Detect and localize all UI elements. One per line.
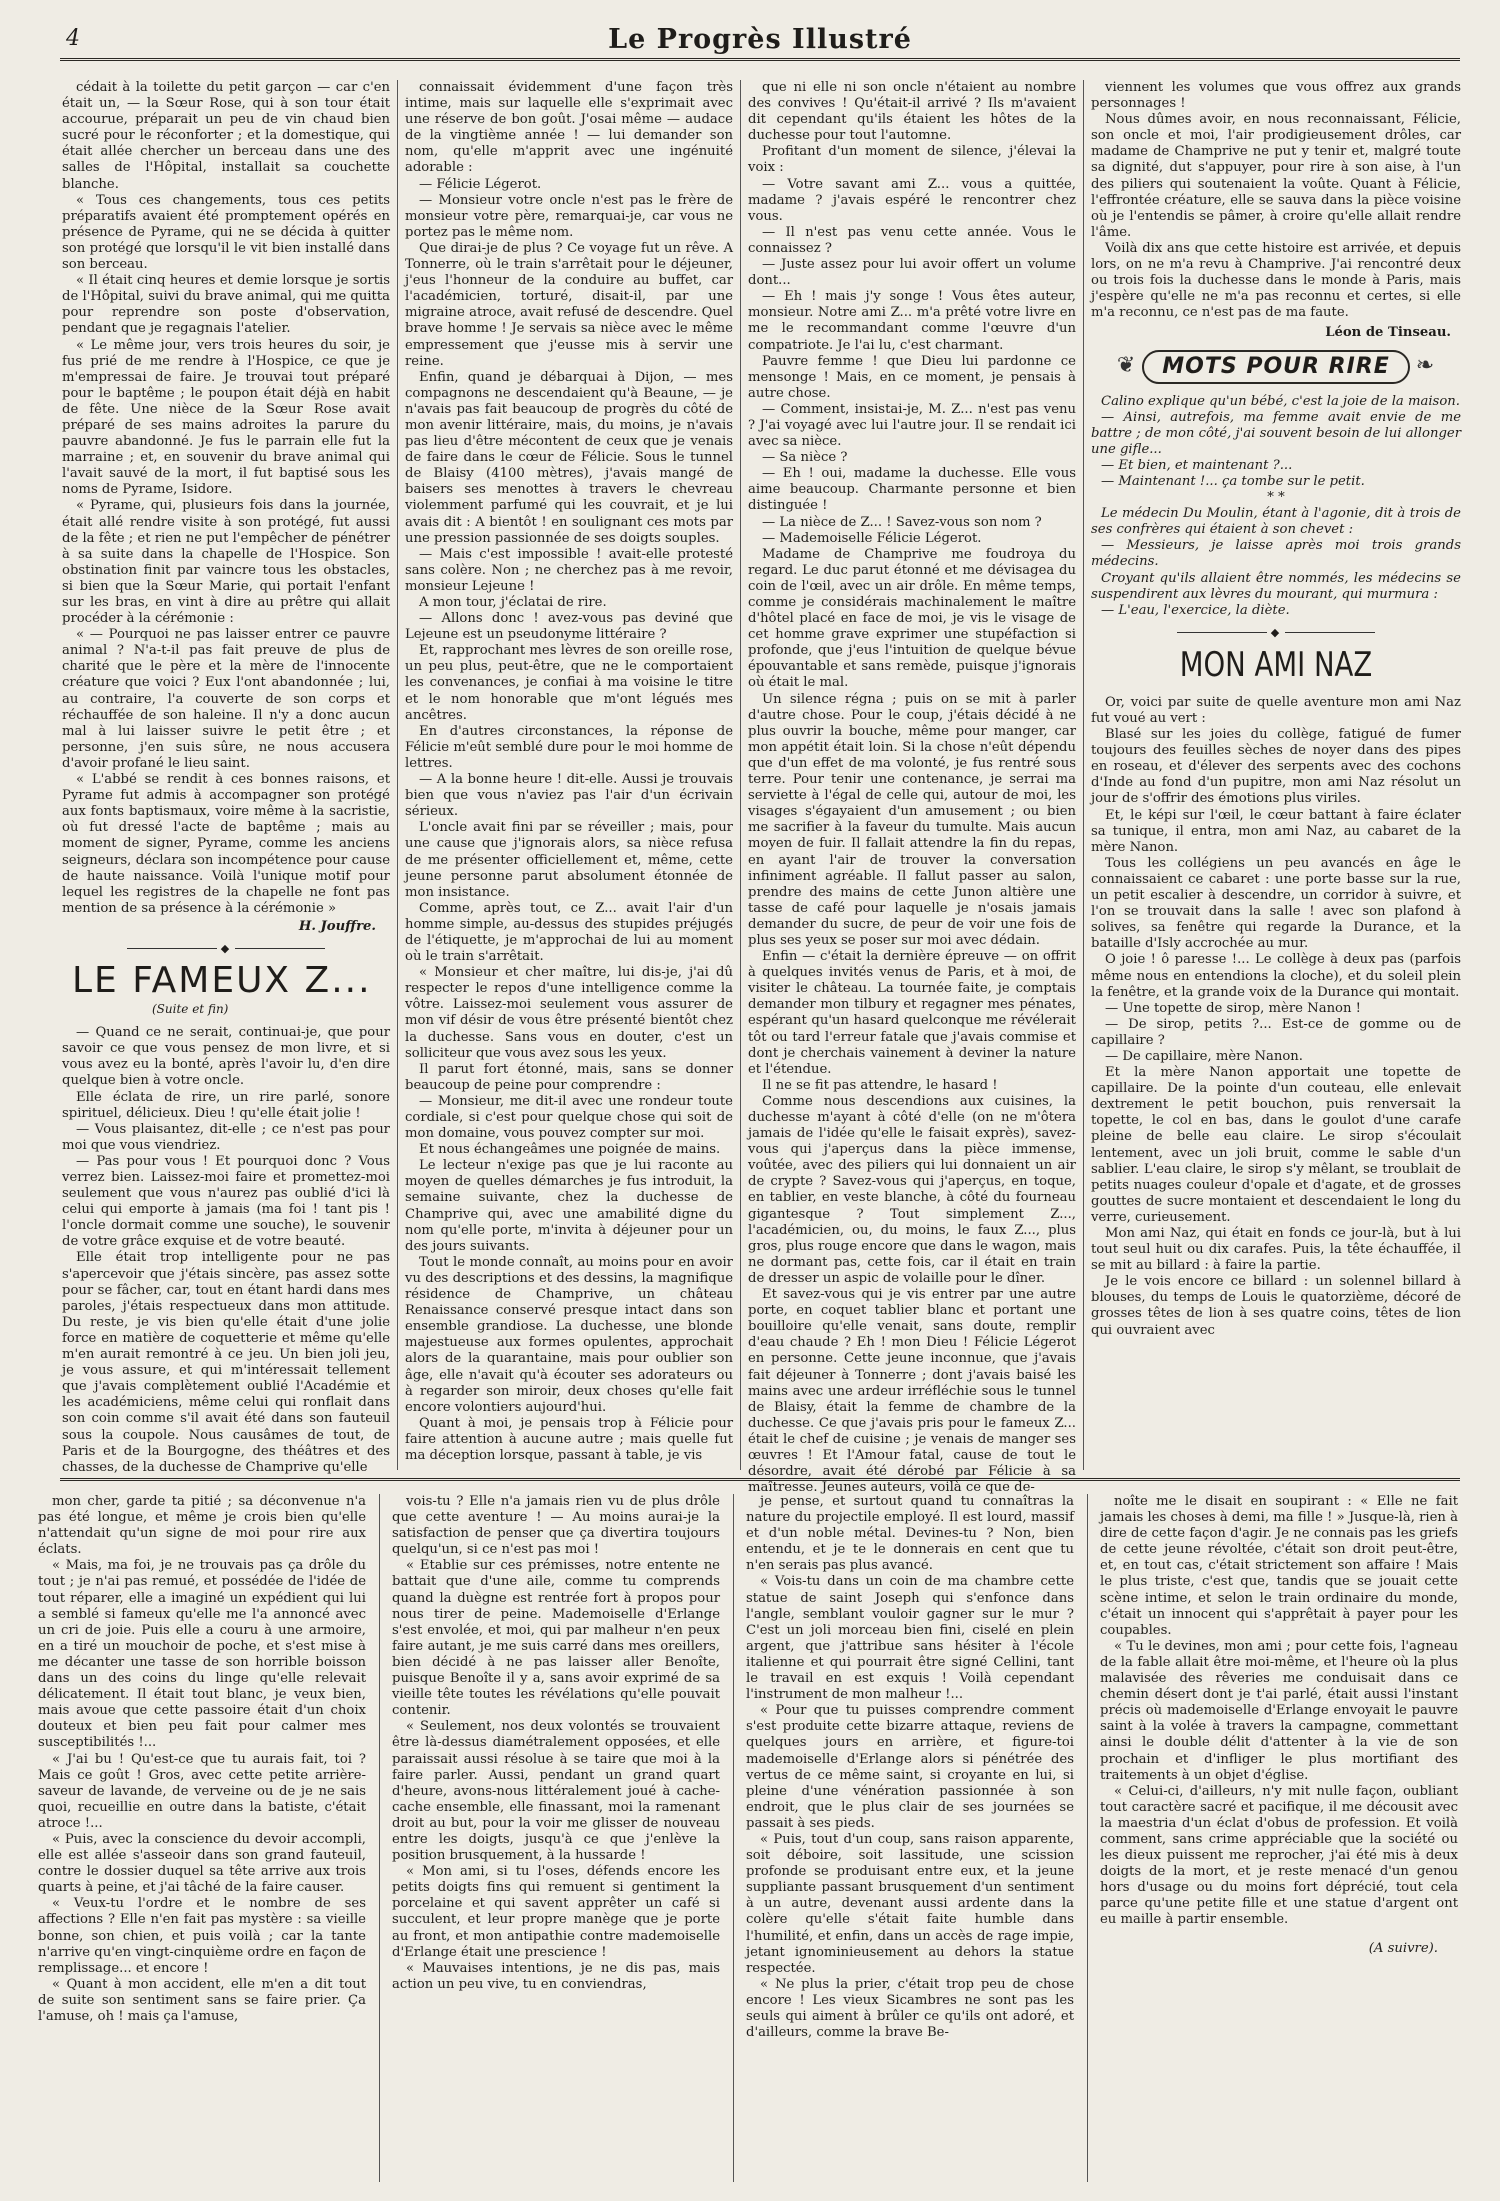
paragraph: Enfin — c'était la dernière épreuve — on offrit à quelques invités venus de Paris, et à moi, de visiter le château. La tournée faite, je comptais demander mon tilbury et regagner mes pénates, espérant qu'un hasard quelconque me révélerait tôt ou tard l'erreur fatale que j'avais commise et dont je cherchais vainement à deviner la nature et l'étendue. [748, 949, 1076, 1077]
paragraph: Pauvre femme ! que Dieu lui pardonne ce mensonge ! Mais, en ce moment, je pensais à autre chose. [748, 353, 1076, 401]
paragraph: — Mais c'est impossible ! avait-elle protesté sans colère. Non ; ne cherchez pas à me revoir, monsieur Lejeune ! [405, 546, 733, 594]
column-rule [733, 1494, 734, 2182]
paragraph: — Vous plaisantez, dit-elle ; ce n'est pas pour moi que vous viendriez. [62, 1121, 390, 1153]
paragraph: Et la mère Nanon apportait une topette de capillaire. De la pointe d'un couteau, elle enlevait dextrement le petit bouchon, puis renversait la topette, le col en bas, dans le goulot d'une carafe pleine de belle eau claire. Le sirop s'écoulait lentement, avec un joli bruit, comme le sable d'un sablier. L'eau claire, le sirop s'y mêlant, se troublait de petits nuages couleur d'opale et d'agate, et de grosses gouttes de sucre montaient et descendaient le long du verre, curieusement. [1091, 1065, 1461, 1225]
paragraph: — Monsieur votre oncle n'est pas le frère de monsieur votre père, remarquai-je, car vous ne portez pas le même nom. [405, 192, 733, 240]
paragraph: — Sa nièce ? [762, 450, 848, 466]
top-column-2 [405, 80, 733, 1472]
jokes-section [1091, 394, 1461, 619]
paragraph: Blasé sur les joies du collège, fatigué de fumer toujours des feuilles sèches de noyer dans des pipes en roseau, et d'élever des serpents avec des cochons d'Inde au fond d'un pupitre, mon ami Naz résolut un jour de s'offrir des émotions plus viriles. [1091, 727, 1461, 807]
diamond-divider-icon: ◆ [62, 941, 390, 957]
paragraph: Comme, après tout, ce Z... avait l'air d'un homme simple, au-dessus des stupides préjugés de l'étiquette, je m'approchai de lui au moment où le train s'arrêtait. [405, 900, 733, 965]
paragraph: Elle était trop intelligente pour ne pas s'apercevoir que j'étais sincère, pas assez sotte pour se fâcher, car, tout en étant hardi dans mes paroles, j'étais respectueux dans mon attitude. Du reste, je vis bien qu'elle était d'une jolie force en matière de coquetterie et même qu'elle m'en aurait remontré à ce jeu. Un bien joli jeu, je vous assure, et qui m'intéressait tellement que j'avais complètement oublié l'Académie et les académiciens, même celui qui ronflait dans son coin comme s'il avait été dans son fauteuil sous la coupole. Nous causâmes de tout, de Paris et de la Bourgogne, des théâtres et des chasses, de la duchesse de Champrive qu'elle [62, 1250, 390, 1475]
bottom-column-3 [746, 1494, 1074, 2184]
bottom-column-1 [38, 1494, 366, 2184]
paragraph: Un silence régna ; puis on se mit à parler d'autre chose. Pour le coup, j'étais décidé à ne plus ouvrir la bouche, même pour manger, car mon appétit était loin. Si la chose n'eût dépendu que d'un effet de ma volonté, je fus rentré sous terre. Pour tenir une contenance, je serrai ma serviette à l'égal de celle qui, autour de moi, les visages s'égayaient d'un amusement ; ou bien me sacrifier à la faveur du tumulte. Mais aucun moyen de fuir. Il fallait attendre la fin du repas, en ayant l'air de trouver la conversation infiniment agréable. Il fallut passer au salon, prendre des mains de cette Junon altière une tasse de café pour laquelle je n'osais jamais demander du sucre, de peur de voir une fois de plus ses yeux se poser sur moi avec dédain. [748, 691, 1076, 948]
paragraph: « J'ai bu ! Qu'est-ce que tu aurais fait, toi ? Mais ce goût ! Gros, avec cette petite arrière-saveur de lavande, de verveine ou de je ne sais quoi, recueillie en outre dans la batiste, c'était atroce !... [38, 1751, 366, 1831]
column-rule [740, 80, 741, 1470]
paragraph: Il parut fort étonné, mais, sans se donner beaucoup de peine pour comprendre : [405, 1061, 733, 1093]
paragraph: « Quant à mon accident, elle m'en a dit tout de suite son sentiment sans se faire prier. Ça l'amuse, oh ! mais ça l'amuse, [38, 1976, 366, 2024]
paragraph: « Mais, ma foi, je ne trouvais pas ça drôle du tout ; je n'ai pas remué, et possédée de l'idée de tout réparer, elle a imaginé un expédient qui lui a semblé si fameux qu'elle me l'a annoncé avec un cri de joie. Puis elle a couru à une armoire, en a tiré un mouchoir de poche, et s'est mise à me décanter une tasse de son horrible boisson dans un des coins du linge qu'elle relevait délicatement. Il était tout blanc, je veux bien, mais avoue que cette passoire était d'un choix douteux et bien peu fait pour calmer mes susceptibilités !... [38, 1558, 366, 1751]
paragraph: — La nièce de Z... ! Savez-vous son nom ? [762, 514, 1042, 530]
top-column-4 [1091, 80, 1461, 1472]
article-subtitle: (Suite et fin) [152, 1002, 229, 1017]
bottom-column-2 [392, 1494, 720, 2184]
paragraph: En d'autres circonstances, la réponse de Félicie m'eût semblé dure pour le moi homme de lettres. [405, 723, 733, 771]
paragraph: Comme nous descendions aux cuisines, la duchesse m'ayant à côté d'elle (on ne m'ôtera jamais de l'idée qu'elle le faisait exprès), savez-vous qui j'aperçus dans la pièce immense, voûtée, avec des piliers qui lui donnaient un air de crypte ? Savez-vous qui j'aperçus, en toque, en tablier, en veste blanche, à côté du fourneau gigantesque ? Tout simplement Z..., l'académicien, ou, du moins, le faux Z..., plus gros, plus rouge encore que dans le wagon, mais ne dormant pas, cette fois, car il était en train de dresser un aspic de volaille pour le dîner. [748, 1093, 1076, 1286]
continuation-note: (A suivre). [1368, 1940, 1438, 1956]
paragraph: Il ne se fit pas attendre, le hasard ! [762, 1077, 998, 1093]
paragraph: Tout le monde connaît, au moins pour en avoir vu des descriptions et des dessins, la magnifique résidence de Champrive, un château Renaissance conservé presque intact dans son ensemble grandiose. La duchesse, une blonde majestueuse aux formes opulentes, approchait alors de la quarantaine, mais pour oublier son âge, elle n'avait qu'à écouter ses adorateurs ou à regarder son miroir, deux choses qu'elle fait encore volontiers aujourd'hui. [405, 1254, 733, 1415]
paragraph: Le lecteur n'exige pas que je lui raconte au moyen de quelles démarches je fus introduit, la semaine suivante, chez la duchesse de Champrive qui, avec une amabilité digne du nom qu'elle porte, m'invita à déjeuner pour un des jours suivants. [405, 1158, 733, 1254]
paragraph: Je le vois encore ce billard : un solennel billard à blouses, du temps de Louis le quatorzième, décoré de grosses têtes de lion à ses quatre coins, têtes de lion qui ouvraient avec [1091, 1274, 1461, 1338]
paragraph: viennent les volumes que vous offrez aux grands personnages ! [1091, 80, 1461, 112]
paragraph: « Celui-ci, d'ailleurs, n'y mit nulle façon, oubliant tout caractère sacré et pacifique, il me décousit avec la maestria d'un éclat d'obus de profession. Et voilà comment, sans crime appréciable que la société ou les dieux puissent me reprocher, j'ai été mis à deux doigts de la mort, et je reste menacé d'un genou hors d'usage ou du moins fort déprécié, tout cela parce qu'une petite fille et une statue d'argent ont eu maille à partir ensemble. [1100, 1783, 1458, 1928]
paragraph: — Votre savant ami Z... vous a quittée, madame ? j'avais espéré le rencontrer chez vous. [748, 176, 1076, 224]
paragraph: cédait à la toilette du petit garçon — car c'en était un, — la Sœur Rose, qui à son tour était accourue, préparait un peu de vin chaud bien sucré pour le réconforter ; et la domestique, qui était allée chercher un berceau dans une des salles de l'Hôpital, installait sa couchette blanche. [62, 80, 390, 192]
column-rule [1083, 80, 1084, 1470]
joke-line: — Messieurs, je laisse après moi trois grands médecins. [1091, 538, 1461, 570]
article-title: MON AMI NAZ [1179, 644, 1373, 685]
masthead-title: Le Progrès Illustré [608, 24, 912, 55]
paragraph: — Il n'est pas venu cette année. Vous le connaissez ? [748, 224, 1076, 256]
paragraph: « Il était cinq heures et demie lorsque je sortis de l'Hôpital, suivi du brave animal, qui me quitta pour reprendre son poste d'observation, pendant que je regagnais l'atelier. [62, 273, 390, 337]
paragraph: « Le même jour, vers trois heures du soir, je fus prié de me rendre à l'Hospice, ce que je m'empressai de faire. Je trouvai tout préparé pour le baptême ; le poupon était déjà en habit de fête. Une nièce de la Sœur Rose avait préparé de ses mains adroites la parure du pauvre abandonné. Je fus le parrain elle fut la marraine ; et, en souvenir du brave animal qui l'avait sauvé de la mort, il fut baptisé sous les noms de Pyrame, Isidore. [62, 337, 390, 498]
paragraph: que ni elle ni son oncle n'étaient au nombre des convives ! Qu'était-il arrivé ? Ils m'avaient dit cependant qu'ils étaient les hôtes de la duchesse pour tout l'automne. [748, 80, 1076, 144]
paragraph: « Puis, tout d'un coup, sans raison apparente, soit déboire, soit lassitude, une scission profonde se produisant entre eux, et la jeune suppliante passant brusquement d'un sentiment à un autre, devenant aussi ardente dans la colère qu'elle s'était faite humble dans l'humilité, et enfin, dans un accès de rage impie, jetant ignominieusement au dehors la statue respectée. [746, 1831, 1074, 1976]
ornament-icon: ❦ [1116, 353, 1137, 379]
article-title: LE FAMEUX Z... [72, 960, 372, 1002]
paragraph: Voilà dix ans que cette histoire est arrivée, et depuis lors, on ne m'a revu à Champrive. J'ai rencontré deux ou trois fois la duchesse dans le monde à Paris, mais j'espère qu'elle ne m'a pas reconnu et certes, si elle m'a reconnu, ce n'est pas de ma faute. [1091, 240, 1461, 321]
paragraph: Elle éclata de rire, un rire parlé, sonore spirituel, délicieux. Dieu ! qu'elle était jolie ! [62, 1089, 390, 1121]
paragraph: Et nous échangeâmes une poignée de mains. [419, 1142, 721, 1158]
column-rule [397, 80, 398, 1470]
paragraph: « Puis, avec la conscience du devoir accompli, elle est allée s'asseoir dans son grand fauteuil, contre le dossier duquel sa tête arrive aux trois quarts à peine, et j'ai tâché de la faire causer. [38, 1831, 366, 1896]
paragraph: « Mon ami, si tu l'oses, défends encore les petits doigts fins qui remuent si gentiment la porcelaine et qui savent apprêter un café si succulent, et leur propre manège que je porte au front, et mon antipathie contre mademoiselle d'Erlange était une prescience ! [392, 1864, 720, 1960]
paragraph: O joie ! ô paresse !... Le collège à deux pas (parfois même nous en entendions la cloche), et du soleil plein la fenêtre, et la grande voix de la Durance qui montait. [1091, 952, 1461, 1000]
paragraph: Or, voici par suite de quelle aventure mon ami Naz fut voué au vert : [1091, 694, 1461, 726]
paragraph: — Félicie Légerot. [419, 176, 542, 192]
paragraph: — De capillaire, mère Nanon. [1105, 1048, 1303, 1064]
paragraph: Que dirai-je de plus ? Ce voyage fut un rêve. A Tonnerre, où le train s'arrêtait pour le déjeuner, j'eus l'honneur de la conduire au buffet, car l'académicien, torturé, disait-il, par une migraine atroce, avait refusé de descendre. Quel brave homme ! Je servais sa nièce avec le même empressement que j'eusse mis à servir une reine. [405, 240, 733, 369]
paragraph: « Vois-tu dans un coin de ma chambre cette statue de saint Joseph qui s'enfonce dans l'angle, semblant vouloir gagner sur le mur ? C'est un joli morceau bien fini, ciselé en plein argent, que j'attribue sans hésiter à l'école italienne et qui pourrait être signé Cellini, tant le travail en est exquis ! Voilà cependant l'instrument de mon malheur !... [746, 1574, 1074, 1703]
paragraph: Tous les collégiens un peu avancés en âge le connaissaient ce cabaret : une porte basse sur la rue, un petit escalier à descendre, un corridor à suivre, et l'on se trouvait dans la salle ! avec son plafond à solives, sa fenêtre qui regarde la Durance, et la bataille d'Isly accrochée au mur. [1091, 855, 1461, 952]
paragraph: « Etablie sur ces prémisses, notre entente ne battait que d'une aile, comme tu comprends quand la duègne est rentrée fort à propos pour nous tirer de peine. Mademoiselle d'Erlange s'est envolée, et moi, qui par malheur n'en peux faire autant, je me suis carré dans mes oreillers, bien décidé à ne pas laisser aller Benoîte, puisque Benoîte il y a, sans avoir exprimé de sa vieille tête toutes les révélations qu'elle pouvait contenir. [392, 1558, 720, 1719]
paragraph: — A la bonne heure ! dit-elle. Aussi je trouvais bien que vous n'aviez pas l'air d'un écrivain sérieux. [405, 772, 733, 820]
ornament-icon: ❧ [1415, 353, 1436, 379]
paragraph: A mon tour, j'éclatai de rire. [419, 595, 607, 610]
paragraph: mon cher, garde ta pitié ; sa déconvenue n'a pas été longue, et même je crois bien qu'elle n'attendait qu'un signe de moi pour rire aux éclats. [38, 1494, 366, 1558]
paragraph: « L'abbé se rendit à ces bonnes raisons, et Pyrame fut admis à accompagner son protégé aux fonts baptismaux, voire même à la sacristie, où fut dressé l'acte de baptême ; mais au moment de signer, Pyrame, comme les anciens seigneurs, déclara son incompétence pour cause de haute naissance. Voilà l'unique motif pour lequel les registres de la chapelle ne font pas mention de sa présence à la cérémonie » [62, 772, 390, 916]
joke-line: — Et bien, et maintenant ?... [1101, 457, 1293, 473]
paragraph: « Monsieur et cher maître, lui dis-je, j'ai dû respecter le repos d'une intelligence comme la vôtre. Laissez-moi seulement vous assurer de mon vif désir de vous être présenté bientôt chez la duchesse. Sans vous en douter, c'est un solliciteur que vous avez sous les yeux. [405, 965, 733, 1061]
paragraph: « Ne plus la prier, c'était trop peu de chose encore ! Les vieux Sicambres ne sont pas les seuls qui aiment à brûler ce qu'ils ont adoré, et d'ailleurs, comme la brave Be- [746, 1976, 1074, 2041]
paragraph: vois-tu ? Elle n'a jamais rien vu de plus drôle que cette aventure ! — Au moins aurai-je la satisfaction de penser que ça divertira toujours quelqu'un, si ce n'est pas moi ! [392, 1494, 720, 1558]
page-header [60, 22, 1460, 61]
paragraph: noîte me le disait en soupirant : « Elle ne fait jamais les choses à demi, ma fille ! » Jusque-là, rien à dire de cette façon d'agir. Je ne connais pas les griefs de cette jeune révoltée, c'était son droit peut-être, et, en tout cas, c'était strictement son affaire ! Mais le plus triste, c'est que, tandis que se jouait cette scène intime, et selon le train ordinaire du monde, c'était un innocent qui s'apprêtait à payer pour les coupables. [1100, 1494, 1458, 1638]
joke-line: Le médecin Du Moulin, étant à l'agonie, dit à trois de ses confrères qui étaient à son chevet : [1091, 506, 1461, 538]
top-column-3 [748, 80, 1076, 1496]
banner-title: MOTS POUR RIRE [1142, 350, 1410, 384]
paragraph: — Allons donc ! avez-vous pas deviné que Lejeune est un pseudonyme littéraire ? [405, 611, 733, 643]
bottom-column-4 [1100, 1494, 1458, 2184]
joke-line: * * [1267, 490, 1285, 506]
paragraph: « Mauvaises intentions, je ne dis pas, mais action un peu vive, tu en conviendras, [392, 1960, 720, 1992]
joke-line: — L'eau, l'exercice, la diète. [1101, 602, 1290, 618]
paragraph: — Eh ! mais j'y songe ! Vous êtes auteur, monsieur. Notre ami Z... m'a prêté votre livre en me le recommandant comme l'œuvre d'un compatriote. Je l'ai lu, c'est charmant. [748, 289, 1076, 353]
paragraph: « Pyrame, qui, plusieurs fois dans la journée, était allé rendre visite à son protégé, fut aussi de la fête ; et rien ne put l'empêcher de pénétrer à sa suite dans la chapelle de l'Hospice. Son obstination finit par vaincre tous les obstacles, si bien que la Sœur Marie, qui portait l'enfant sur les bras, en vint à dire au prêtre qui allait procéder à la cérémonie : [62, 498, 390, 627]
paragraph: je pense, et surtout quand tu connaîtras la nature du projectile employé. Il est lourd, massif et d'un noble métal. Devines-tu ? Non, bien entendu, et je te le donnerais en cent que tu n'en serais pas plus avancé. [746, 1494, 1074, 1574]
paragraph: « Seulement, nos deux volontés se trouvaient être là-dessus diamétralement opposées, et elle paraissait aussi résolue à se taire que moi à la faire parler. Aussi, pendant un grand quart d'heure, avons-nous littéralement joué à cache-cache ensemble, elle finassant, moi la ramenant droit au but, pour la voir me glisser de nouveau entre les doigts, jusqu'à ce que j'enlève la position brusquement, à la hussarde ! [392, 1719, 720, 1864]
paragraph: — Comment, insistai-je, M. Z... n'est pas venu ? J'ai voyagé avec lui l'autre jour. Il se rendait ici avec sa nièce. [748, 401, 1076, 450]
paragraph: — Mademoiselle Félicie Légerot. [762, 530, 982, 546]
paragraph: « — Pourquoi ne pas laisser entrer ce pauvre animal ? N'a-t-il pas fait preuve de plus de charité que le père et la mère de l'innocente créature que voici ? Eux l'ont abandonnée ; lui, au contraire, l'a couverte de son corps et réchauffée de son haleine. Il n'y a donc aucun mal à lui laisser suivre le petit être ; et personne, j'en suis sûre, ne nous accusera d'avoir profané le lieu saint. [62, 627, 390, 771]
paragraph: Madame de Champrive me foudroya du regard. Le duc parut étonné et me dévisagea du coin de l'œil, avec un air drôle. En même temps, comme je considérais machinalement le maître d'hôtel placé en face de moi, je vis le visage de cet homme grave exprimer une stupéfaction si profonde, que j'eus l'intuition de quelque bévue épouvantable et sans remède, puisque j'ignorais où était le mal. [748, 546, 1076, 691]
paragraph: — Monsieur, me dit-il avec une rondeur toute cordiale, si c'est pour quelque chose qui soit de mon domaine, vous pouvez compter sur moi. [405, 1093, 733, 1142]
column-rule [1087, 1494, 1088, 2182]
column-rule [379, 1494, 380, 2182]
joke-line: Calino explique qu'un bébé, c'est la joie de la maison. [1101, 393, 1460, 409]
paragraph: — Pas pour vous ! Et pourquoi donc ? Vous verrez bien. Laissez-moi faire et promettez-moi seulement que vous n'aurez pas oublié d'ici là celui qui emporte à jamais (ma foi ! tant pis ! l'oncle dormait comme une souche), le souvenir de votre grâce exquise et de votre beauté. [62, 1153, 390, 1250]
joke-line: Croyant qu'ils allaient être nommés, les médecins se suspendirent aux lèvres du mourant, qui murmura : [1091, 570, 1461, 602]
paragraph: — Quand ce ne serait, continuai-je, que pour savoir ce que vous pensez de mon livre, et si vous avez eu la bonté, après l'avoir lu, d'en dire quelque bien à votre oncle. [62, 1025, 390, 1089]
feuilleton-separator [60, 1478, 1460, 1481]
paragraph: — Juste assez pour lui avoir offert un volume dont... [748, 257, 1076, 289]
paragraph: — Une topette de sirop, mère Nanon ! [1105, 1000, 1361, 1016]
paragraph: « Pour que tu puisses comprendre comment s'est produite cette bizarre attaque, reviens de quelques jours en arrière, et figure-toi mademoiselle d'Erlange alors si pénétrée des vertus de ce même saint, si croyante en lui, si pleine d'une vénération passionnée à son endroit, que le plus clair de ses journées se passait à ses pieds. [746, 1703, 1074, 1831]
paragraph: connaissait évidemment d'une façon très intime, mais sur laquelle elle s'exprimait avec une réserve de bon goût. J'osai même — audace de la vingtième année ! — lui demander son nom, qu'elle m'apprit avec une ingénuité adorable : [405, 80, 733, 176]
paragraph: « Tous ces changements, tous ces petits préparatifs avaient été promptement opérés en présence de Pyrame, qui ne se décida à quitter son protégé que lorsqu'il le vit bien installé dans son berceau. [62, 192, 390, 273]
paragraph: Quant à moi, je pensais trop à Félicie pour faire attention à aucune autre ; mais quelle fut ma déception lorsque, passant à table, je vis [405, 1415, 733, 1463]
paragraph: Et savez-vous qui je vis entrer par une autre porte, en coquet tablier blanc et portant une bouilloire qu'elle venait, sans doute, remplir d'eau chaude ? Eh ! mon Dieu ! Félicie Légerot en personne. Cette jeune inconnue, que j'avais fait déjeuner à Tonnerre ; dont j'avais baisé les mains avec une ardeur irréfléchie sous le tunnel de Blaisy, était la femme de chambre de la duchesse. Ce que j'avais pris pour le fameux Z... était le chef de cuisine ; je venais de manger ses œuvres ! Et l'Amour fatal, cause de tout le désordre, avait été dérobé par Félicie à sa maîtresse. Jeunes auteurs, voilà ce que de- [748, 1287, 1076, 1496]
paragraph: Enfin, quand je débarquai à Dijon, — mes compagnons ne descendaient qu'à Beaune, — je n'avais pas fait beaucoup de progrès du côté de mon avenir littéraire, mais, du moins, je n'avais pas lieu d'être mécontent de ceux que je venais de faire dans le cœur de Félicie. Sous le tunnel de Blaisy (4100 mètres), j'avais mangé de baisers ses menottes à travers le chevreau violemment parfumé qui les couvrait, et je lui avais dit : A bientôt ! en soulignant ces mots par une pression passionnée de ses doigts souples. [405, 369, 733, 546]
paragraph: « Tu le devines, mon ami ; pour cette fois, l'agneau de la fable allait être moi-même, et l'heure où la plus malavisée des rêveries me conduisait dans ce chemin désert dont je t'ai parlé, était aussi l'instant précis où mademoiselle d'Erlange envoyait le pauvre saint à la volée à travers la campagne, commettant ainsi le double délit d'attenter à la vie de son prochain et d'infliger le plus mortifiant des traitements à un objet d'église. [1100, 1638, 1458, 1783]
paragraph: Profitant d'un moment de silence, j'élevai la voix : [748, 144, 1076, 176]
paragraph: Mon ami Naz, qui était en fonds ce jour-là, but à lui tout seul huit ou dix carafes. Puis, la tête échauffée, il se mit au billard : à faire la partie. [1091, 1226, 1461, 1274]
diamond-divider-icon: ◆ [1091, 625, 1461, 641]
paragraph: Nous dûmes avoir, en nous reconnaissant, Félicie, son oncle et moi, l'air prodigieusement drôles, car madame de Champrive ne put y tenir et, malgré toute sa dignité, dut s'appuyer, pour rire à son aise, à l'un des piliers qui soutenaient la voûte. Quant à Félicie, l'effrontée créature, elle se sauva dans la pièce voisine où je l'entendis se pâmer, à croire qu'elle allait rendre l'âme. [1091, 112, 1461, 240]
paragraph: — Eh ! oui, madame la duchesse. Elle vous aime beaucoup. Charmante personne et bien distinguée ! [748, 466, 1076, 514]
paragraph: Et, rapprochant mes lèvres de son oreille rose, un peu plus, peut-être, que ne le comportaient les convenances, je confiai à ma voisine le titre et le nom honorable que m'ont légués mes ancêtres. [405, 643, 733, 723]
section-banner [1091, 350, 1461, 384]
joke-line: — Ainsi, autrefois, ma femme avait envie de me battre ; de mon côté, j'ai souvent besoin de lui allonger une gifle... [1091, 409, 1461, 457]
page-number: 4 [66, 26, 80, 51]
paragraph: L'oncle avait fini par se réveiller ; mais, pour une cause que j'ignorais alors, sa nièce refusa de me présenter officiellement et, même, cette jeune personne parut absolument étonnée de mon insistance. [405, 820, 733, 900]
article-signature: H. Jouffre. [298, 918, 376, 934]
paragraph: Et, le képi sur l'œil, le cœur battant à faire éclater sa tunique, il entra, mon ami Naz, au cabaret de la mère Nanon. [1091, 807, 1461, 855]
joke-line: — Maintenant !... ça tombe sur le petit. [1101, 473, 1365, 489]
paragraph: — De sirop, petits ?... Est-ce de gomme ou de capillaire ? [1091, 1016, 1461, 1048]
article-signature: Léon de Tinseau. [1325, 325, 1451, 341]
paragraph: « Veux-tu l'ordre et le nombre de ses affections ? Elle n'en fait pas mystère : sa vieille bonne, son chien, et puis voilà ; car la tante n'arrive qu'en vingt-cinquième ordre en façon de remplissage... et encore ! [38, 1896, 366, 1976]
top-column-1 [62, 80, 390, 1475]
